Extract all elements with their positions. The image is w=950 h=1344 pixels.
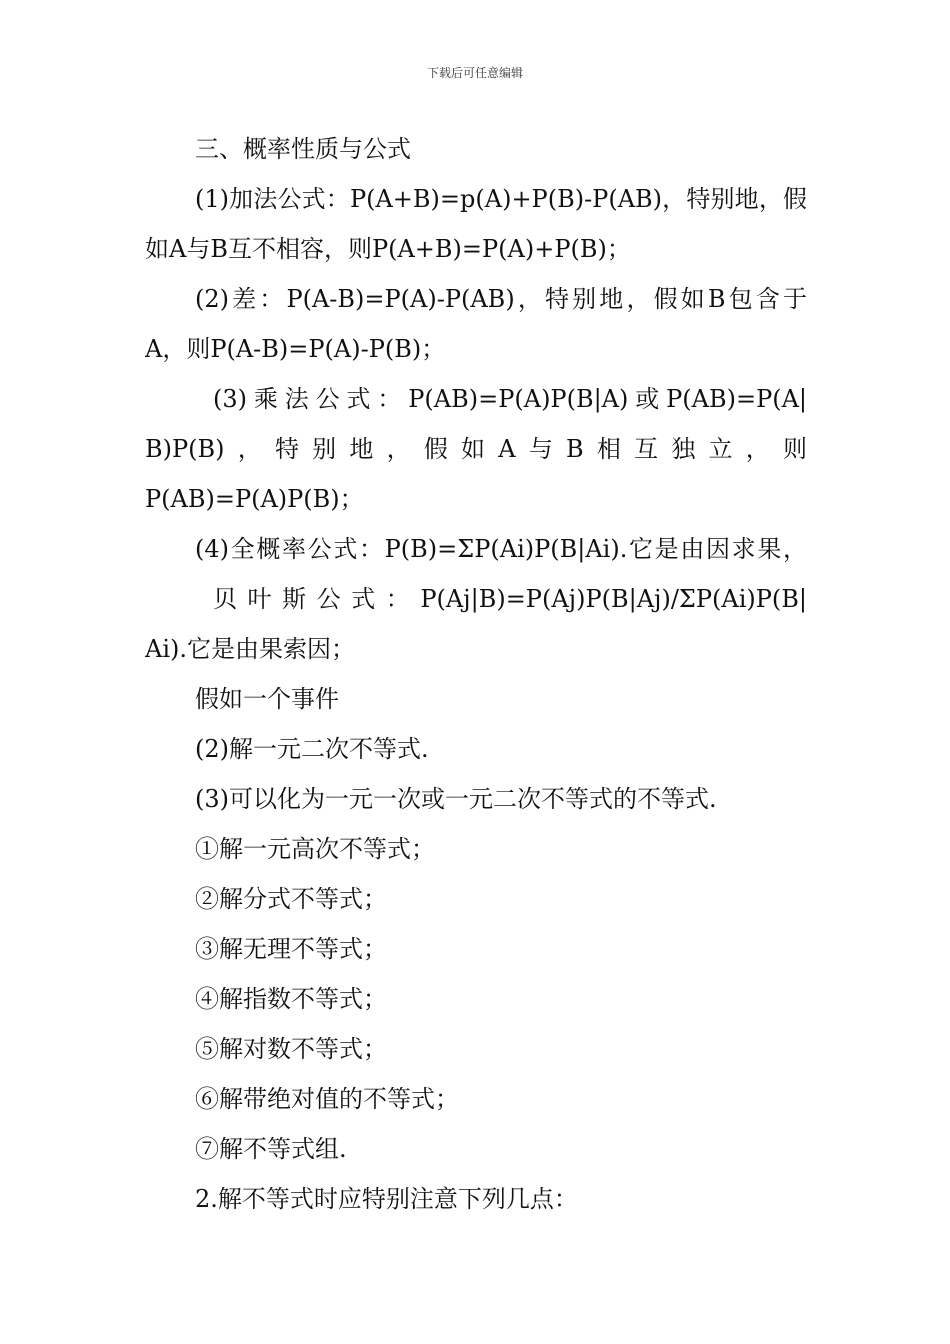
- paragraph-line: 如A与B互不相容，则P(A+B)=P(A)+P(B)；: [145, 235, 631, 263]
- paragraph-line: (3)可以化为一元一次或一元二次不等式的不等式.: [195, 785, 717, 813]
- paragraph-line: 假如一个事件: [195, 685, 339, 713]
- list-item: ②解分式不等式；: [195, 885, 387, 913]
- list-item: ①解一元高次不等式；: [195, 835, 435, 863]
- paragraph-line: B)P(B)，特别地，假如A与B相互独立，则: [145, 435, 807, 463]
- list-item: ⑦解不等式组.: [195, 1135, 347, 1163]
- paragraph-line: (2)解一元二次不等式.: [195, 735, 429, 763]
- list-item: ③解无理不等式；: [195, 935, 387, 963]
- paragraph-line: A，则P(A-B)=P(A)-P(B)；: [145, 335, 446, 363]
- paragraph-line: Ai).它是由果索因；: [145, 635, 355, 663]
- paragraph-line: 2.解不等式时应特别注意下列几点：: [195, 1185, 578, 1213]
- document-body: [145, 124, 807, 1224]
- paragraph-line: 贝叶斯公式：P(Aj|B)=P(Aj)P(B|Aj)/ΣP(Ai)P(B|: [213, 585, 807, 613]
- paragraph-line: (4)全概率公式：P(B)=ΣP(Ai)P(B|Ai).它是由因求果，: [195, 535, 807, 563]
- section-heading: 三、概率性质与公式: [195, 135, 411, 163]
- page-header: 下载后可任意编辑: [426, 66, 523, 80]
- list-item: ⑤解对数不等式；: [195, 1035, 387, 1063]
- list-item: ⑥解带绝对值的不等式；: [195, 1085, 459, 1113]
- paragraph-line: (2)差：P(A-B)=P(A)-P(AB)，特别地，假如B包含于: [195, 285, 807, 313]
- paragraph-line: (1)加法公式：P(A+B)=p(A)+P(B)-P(AB)，特别地，假: [195, 185, 807, 213]
- paragraph-line: (3)乘法公式：P(AB)=P(A)P(B|A)或P(AB)=P(A|: [213, 385, 807, 413]
- list-item: ④解指数不等式；: [195, 985, 387, 1013]
- paragraph-line: P(AB)=P(A)P(B)；: [145, 485, 364, 513]
